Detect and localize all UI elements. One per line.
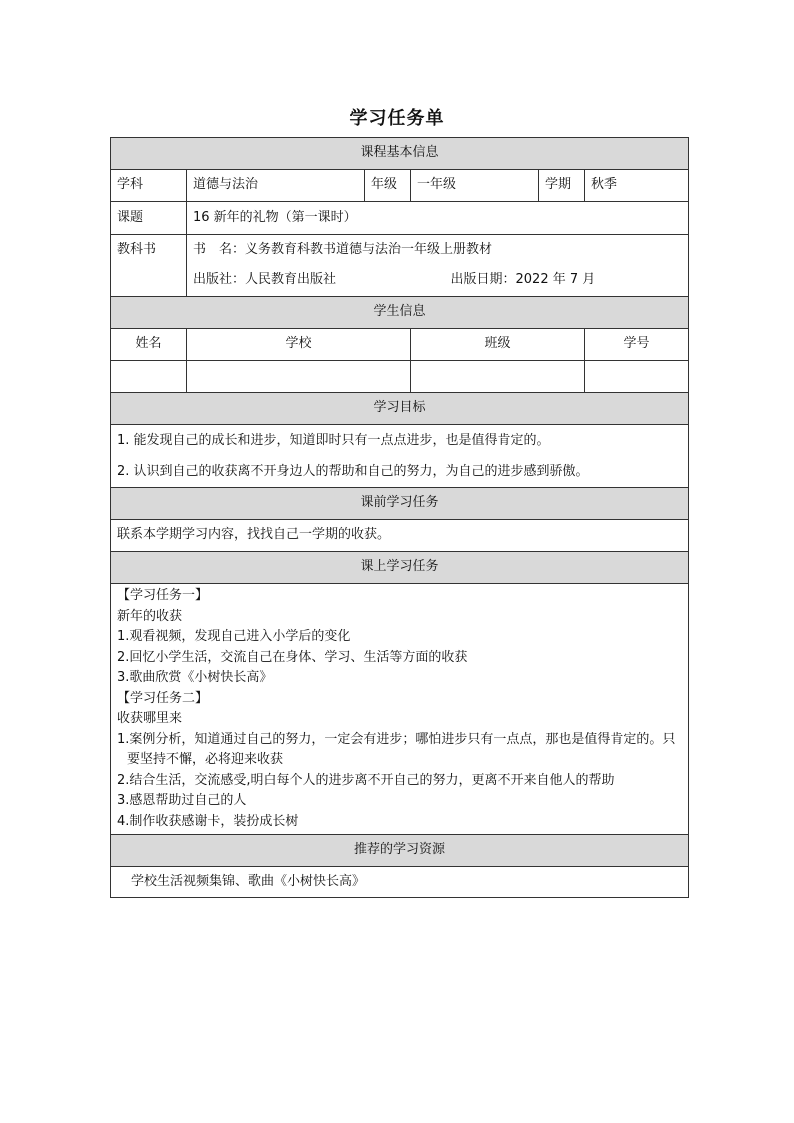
section-title: 课上学习任务 — [111, 552, 689, 584]
student-header-row — [111, 329, 689, 361]
task-step: 3.歌曲欣赏《小树快长高》 — [117, 670, 273, 685]
goals-content — [111, 425, 689, 488]
section-header-resources — [111, 835, 689, 867]
task-step: 2.结合生活，交流感受,明白每个人的进步离不开自己的努力，更离不开来自他人的帮助 — [117, 772, 615, 788]
task-subtitle: 新年的收获 — [117, 608, 183, 624]
school-field[interactable] — [187, 361, 411, 393]
goal-item: 2. 认识到自己的收获离不开身边人的帮助和自己的努力，为自己的进步感到骄傲。 — [117, 464, 589, 479]
page-title: 学习任务单 — [349, 108, 445, 129]
resources-text: 学校生活视频集锦、歌曲《小树快长高》 — [111, 867, 689, 898]
name-field[interactable] — [111, 361, 187, 393]
task-step: 1.观看视频，发现自己进入小学后的变化 — [117, 629, 351, 644]
section-title: 学习目标 — [111, 393, 689, 425]
section-header-student — [111, 297, 689, 329]
subject-label: 学科 — [111, 170, 187, 202]
section-title: 学生信息 — [111, 297, 689, 329]
task-step: 1.案例分析，知道通过自己的努力，一定会有进步；哪怕进步只有一点点，那也是值得肯定的。只要坚持不懈，必将迎来收获 — [117, 731, 676, 767]
section-header-goals — [111, 393, 689, 425]
task-subtitle: 收获哪里来 — [117, 711, 183, 726]
class-task-content — [111, 584, 689, 835]
col-name: 姓名 — [111, 329, 187, 361]
subject-value: 道德与法治 — [187, 170, 365, 202]
col-school: 学校 — [187, 329, 411, 361]
grade-value: 一年级 — [411, 170, 539, 202]
class-task-row — [111, 584, 689, 835]
publisher: 出版社：人民教育出版社 — [187, 266, 411, 297]
goal-item: 1. 能发现自己的成长和进步，知道即时只有一点点进步，也是值得肯定的。 — [117, 433, 550, 448]
pre-task-text: 联系本学期学习内容，找找自己一学期的收获。 — [111, 520, 689, 552]
student-id-field[interactable] — [585, 361, 689, 393]
publisher-row — [111, 266, 689, 297]
task-step: 3.感恩帮助过自己的人 — [117, 793, 247, 808]
lesson-label: 课题 — [111, 202, 187, 235]
pub-date: 出版日期：2022 年 7 月 — [411, 266, 689, 297]
task-step: 4.制作收获感谢卡，装扮成长树 — [117, 813, 299, 829]
section-title: 课程基本信息 — [111, 138, 689, 170]
grade-label: 年级 — [365, 170, 411, 202]
section-title: 课前学习任务 — [111, 488, 689, 520]
book-name: 书 名：义务教育科教书道德与法治一年级上册教材 — [187, 235, 689, 266]
student-input-row — [111, 361, 689, 393]
section-header-basic — [111, 138, 689, 170]
lesson-row — [111, 202, 689, 235]
term-value: 秋季 — [585, 170, 689, 202]
task-heading: 【学习任务一】 — [117, 588, 209, 603]
resources-row — [111, 867, 689, 898]
section-header-pre-task — [111, 488, 689, 520]
goals-row — [111, 425, 689, 488]
task-sheet-table — [110, 137, 689, 898]
term-label: 学期 — [539, 170, 585, 202]
pre-task-row — [111, 520, 689, 552]
lesson-value: 16 新年的礼物（第一课时） — [187, 202, 689, 235]
task-step: 2.回忆小学生活，交流自己在身体、学习、生活等方面的收获 — [117, 649, 468, 665]
section-header-class-task — [111, 552, 689, 584]
subject-row — [111, 170, 689, 202]
textbook-label: 教科书 — [111, 235, 187, 297]
col-class: 班级 — [411, 329, 585, 361]
task-heading: 【学习任务二】 — [117, 690, 209, 706]
class-field[interactable] — [411, 361, 585, 393]
textbook-row — [111, 235, 689, 266]
section-title: 推荐的学习资源 — [111, 835, 689, 867]
col-student-id: 学号 — [585, 329, 689, 361]
